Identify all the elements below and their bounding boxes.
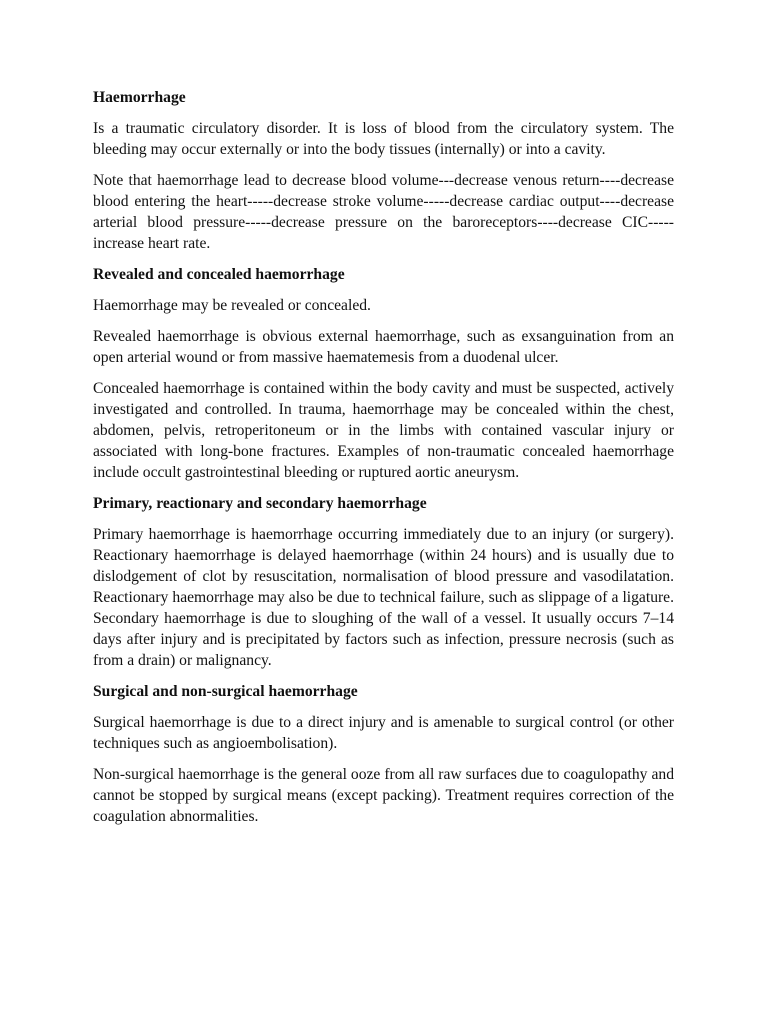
paragraph: Primary haemorrhage is haemorrhage occurring immediately due to an injury (or surgery). Reactionary haemorrhage is delayed haemorrhage (within 24 hours) and is usually due to dislodgement of clot by resuscitation, normalisation of blood pressure and vasodilatation. Reactionary haemorrhage may also be due to technical failure, such as slippage of a ligature. Secondary haemorrhage is due to sloughing of the wall of a vessel. It usually occurs 7–14 days after injury and is precipitated by factors such as infection, pressure necrosis (such as from a drain) or malignancy. <box>93 526 674 669</box>
section-heading-surgical-non-surgical: Surgical and non-surgical haemorrhage <box>93 683 358 700</box>
document-page <box>93 87 674 837</box>
paragraph: Non-surgical haemorrhage is the general ooze from all raw surfaces due to coagulopathy and cannot be stopped by surgical means (except packing). Treatment requires correction of the coagulation abnormalities. <box>93 766 674 825</box>
paragraph: Haemorrhage may be revealed or concealed. <box>93 297 371 314</box>
section-heading-revealed-concealed: Revealed and concealed haemorrhage <box>93 266 345 283</box>
paragraph: Is a traumatic circulatory disorder. It is loss of blood from the circulatory system. The bleeding may occur externally or into the body tissues (internally) or into a cavity. <box>93 120 674 158</box>
section-heading-haemorrhage: Haemorrhage <box>93 89 186 106</box>
paragraph: Revealed haemorrhage is obvious external haemorrhage, such as exsanguination from an open arterial wound or from massive haematemesis from a duodenal ulcer. <box>93 328 674 366</box>
paragraph: Note that haemorrhage lead to decrease blood volume---decrease venous return----decrease blood entering the heart-----decrease stroke volume-----decrease cardiac output----decrease arterial blood pressure-----decrease pressure on the baroreceptors----decrease CIC-----increase heart rate. <box>93 172 674 252</box>
paragraph: Concealed haemorrhage is contained within the body cavity and must be suspected, actively investigated and controlled. In trauma, haemorrhage may be concealed within the chest, abdomen, pelvis, retroperitoneum or in the limbs with contained vascular injury or associated with long-bone fractures. Examples of non-traumatic concealed haemorrhage include occult gastrointestinal bleeding or ruptured aortic aneurysm. <box>93 380 674 481</box>
paragraph: Surgical haemorrhage is due to a direct injury and is amenable to surgical control (or other techniques such as angioembolisation). <box>93 714 674 752</box>
section-heading-primary-reactionary-secondary: Primary, reactionary and secondary haemorrhage <box>93 495 427 512</box>
